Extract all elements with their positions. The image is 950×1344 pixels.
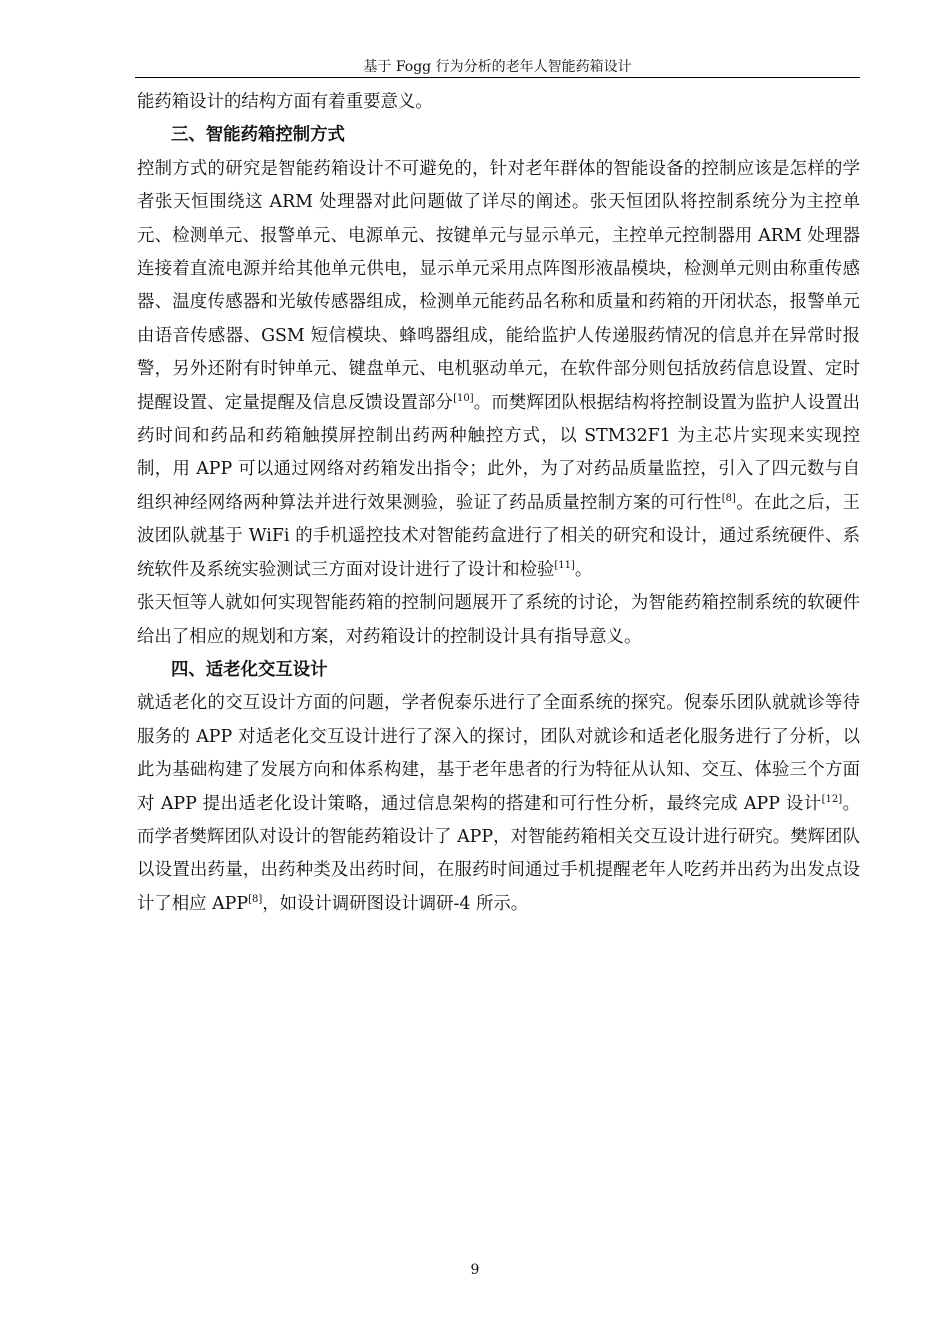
section-heading-control: 三、智能药箱控制方式 xyxy=(171,125,345,146)
paragraph-text: 就适老化的交互设计方面的问题，学者倪泰乐进行了全面系统的探究。倪泰乐团队就就诊等待服务的 APP 对适老化交互设计进行了深入的探讨，团队对就诊和适老化服务进行了分析，以此为基础构建了发展方向和体系构建，基于老年患者的行为特征从认知、交互、体验三个方面对 APP 提出适老化设计策略，通过信息架构的搭建和可行性分析，最终完成 APP 设计 xyxy=(137,693,860,814)
paragraph-text: 。而樊辉团队根据结构将控制设置为监护人设置出药时间和药品和药箱触摸屏控制出药两种触控方式，以 STM32F1 为主芯片实现来实现控制，用 APP 可以通过网络对药箱发出指令；此外，为了对药品质量监控，引入了四元数与自组织神经网络两种算法并进行效果测验，验证了药品质量控制方案的可行性 xyxy=(137,392,860,513)
paragraph-control-summary: 张天恒等人就如何实现智能药箱的控制问题展开了系统的讨论，为智能药箱控制系统的软硬件给出了相应的规划和方案，对药箱设计的控制设计具有指导意义。 xyxy=(137,593,860,647)
running-header: 基于 Fogg 行为分析的老年人智能药箱设计 xyxy=(363,59,632,75)
paragraph-interaction-design xyxy=(137,687,860,921)
section-heading-interaction: 四、适老化交互设计 xyxy=(171,659,328,680)
paragraph-text: 。在此之后，王波团队就基于 WiFi 的手机遥控技术对智能药盒进行了相关的研究和设计，通过系统硬件、系统软件及系统实验测试三方面对设计进行了设计和检验 xyxy=(137,492,860,580)
paragraph-continuation: 能药箱设计的结构方面有着重要意义。 xyxy=(137,92,433,112)
citation: [12] xyxy=(821,793,843,805)
body-text xyxy=(137,86,860,921)
citation: [11] xyxy=(554,559,575,571)
paragraph-control-methods xyxy=(137,153,860,587)
header-divider xyxy=(135,77,860,78)
page-number: 9 xyxy=(470,1262,480,1278)
citation: [8] xyxy=(248,893,263,905)
citation: [8] xyxy=(721,493,736,505)
paragraph-text: 。而学者樊辉团队对设计的智能药箱设计了 APP，对智能药箱相关交互设计进行研究。樊辉团队以设置出药量，出药种类及出药时间，在服药时间通过手机提醒老年人吃药并出药为出发点设计了相应 APP xyxy=(137,793,860,914)
citation: [10] xyxy=(453,392,474,404)
paragraph-text: ，如设计调研图设计调研-4 所示。 xyxy=(262,893,529,914)
paragraph-text: 控制方式的研究是智能药箱设计不可避免的，针对老年群体的智能设备的控制应该是怎样的学者张天恒围绕这 ARM 处理器对此问题做了详尽的阐述。张天恒团队将控制系统分为主控单元、检测单元、报警单元、电源单元、按键单元与显示单元，主控单元控制器用 ARM 处理器连接着直流电源并给其他单元供电，显示单元采用点阵图形液晶模块，检测单元则由称重传感器、温度传感器和光敏传感器组成，检测单元能药品名称和质量和药箱的开闭状态，报警单元由语音传感器、GSM 短信模块、蜂鸣器组成，能给监护人传递服药情况的信息并在异常时报警，另外还附有时钟单元、键盘单元、电机驱动单元，在软件部分则包括放药信息设置、定时提醒设置、定量提醒及信息反馈设置部分 xyxy=(137,158,860,413)
paragraph-text: 。 xyxy=(574,559,593,580)
